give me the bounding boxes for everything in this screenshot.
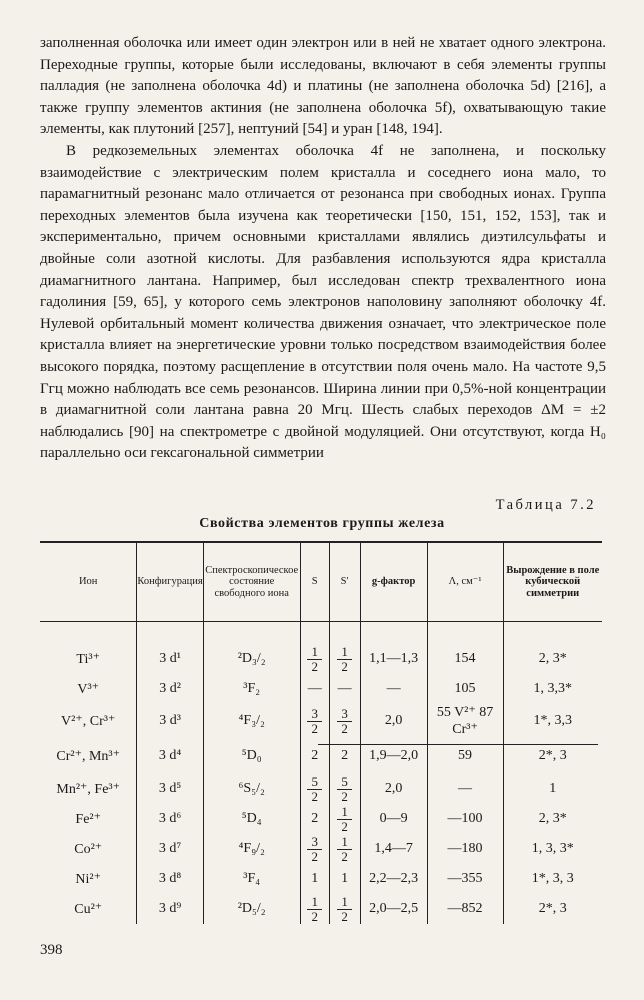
- cell-s: [300, 644, 329, 674]
- cell-g-factor: 2,0—2,5: [360, 894, 427, 924]
- cell-s: [300, 704, 329, 738]
- spacer-cell: [137, 622, 203, 645]
- cell-lambda: 59: [427, 738, 503, 774]
- fraction-numerator: 1: [337, 895, 352, 910]
- cell-degeneracy: 1*, 3, 3: [503, 864, 602, 894]
- fraction-numerator: 1: [307, 895, 322, 910]
- cell-degeneracy: 1, 3, 3*: [503, 834, 602, 864]
- cell-config: 3 d¹: [137, 644, 203, 674]
- cell-ion: V²⁺, Cr³⁺: [40, 704, 137, 738]
- fraction: [337, 895, 352, 924]
- fraction-numerator: 3: [307, 707, 322, 722]
- cell-s: [300, 774, 329, 804]
- spacer-cell: [427, 622, 503, 645]
- fraction-denominator: 2: [341, 788, 348, 804]
- fraction-numerator: 3: [337, 707, 352, 722]
- cell-g-factor: 2,0: [360, 774, 427, 804]
- fraction: [307, 775, 322, 804]
- cell-s-prime: —: [329, 674, 360, 704]
- spacer-cell: [329, 622, 360, 645]
- cell-g-factor: 1,9—2,0: [360, 738, 427, 774]
- header-ion: Ион: [40, 542, 137, 622]
- cell-g-factor: 1,4—7: [360, 834, 427, 864]
- cell-s-prime: 2: [329, 738, 360, 774]
- table-divider: [318, 744, 598, 745]
- cell-config: 3 d³: [137, 704, 203, 738]
- table-row: [40, 834, 602, 864]
- spacer-cell: [300, 622, 329, 645]
- fraction-numerator: 3: [307, 835, 322, 850]
- cell-config: 3 d⁸: [137, 864, 203, 894]
- cell-s-prime: [329, 704, 360, 738]
- cell-config: 3 d⁶: [137, 804, 203, 834]
- spacer-cell: [203, 622, 300, 645]
- table-spacer-row: [40, 622, 602, 645]
- cell-lambda: 105: [427, 674, 503, 704]
- cell-config: 3 d⁵: [137, 774, 203, 804]
- fraction-numerator: 5: [337, 775, 352, 790]
- cell-ion: Co²⁺: [40, 834, 137, 864]
- cell-g-factor: 1,1—1,3: [360, 644, 427, 674]
- fraction-numerator: 1: [337, 835, 352, 850]
- cell-lambda: —355: [427, 864, 503, 894]
- table-row: [40, 674, 602, 704]
- cell-s: [300, 834, 329, 864]
- fraction-denominator: 2: [341, 818, 348, 834]
- cell-s: [300, 894, 329, 924]
- cell-config: 3 d⁷: [137, 834, 203, 864]
- table-row: [40, 774, 602, 804]
- fraction-denominator: 2: [311, 908, 318, 924]
- table-row: [40, 644, 602, 674]
- cell-state: ⁵D₀: [203, 738, 300, 774]
- cell-s: 2: [300, 804, 329, 834]
- cell-s-prime: [329, 834, 360, 864]
- cell-degeneracy: 2*, 3: [503, 738, 602, 774]
- header-config: Конфигурация: [137, 542, 203, 622]
- cell-s: —: [300, 674, 329, 704]
- cell-g-factor: 0—9: [360, 804, 427, 834]
- cell-s-prime: [329, 644, 360, 674]
- cell-g-factor: —: [360, 674, 427, 704]
- cell-lambda: —100: [427, 804, 503, 834]
- fraction-numerator: 1: [337, 645, 352, 660]
- fraction-numerator: 5: [307, 775, 322, 790]
- table-label: Таблица 7.2: [495, 497, 596, 513]
- header-s-prime: S′: [329, 542, 360, 622]
- fraction: [337, 835, 352, 864]
- table-row: [40, 894, 602, 924]
- cell-config: 3 d⁹: [137, 894, 203, 924]
- cell-degeneracy: 1*, 3,3: [503, 704, 602, 738]
- cell-degeneracy: 1: [503, 774, 602, 804]
- cell-lambda: 154: [427, 644, 503, 674]
- spacer-cell: [360, 622, 427, 645]
- fraction-denominator: 2: [341, 658, 348, 674]
- header-g-factor: g-фактор: [360, 542, 427, 622]
- cell-s-prime: [329, 774, 360, 804]
- cell-ion: V³⁺: [40, 674, 137, 704]
- cell-s-prime: [329, 894, 360, 924]
- cell-state: ⁶S₅/₂: [203, 774, 300, 804]
- cell-s: 2: [300, 738, 329, 774]
- header-degeneracy: Вырождение в поле кубической симметрии: [503, 542, 602, 622]
- header-s: S: [300, 542, 329, 622]
- table-header-row: [40, 542, 602, 622]
- cell-degeneracy: 2, 3*: [503, 804, 602, 834]
- cell-degeneracy: 2, 3*: [503, 644, 602, 674]
- fraction: [337, 805, 352, 834]
- cell-lambda: —852: [427, 894, 503, 924]
- table-row: [40, 704, 602, 738]
- table-row: [40, 864, 602, 894]
- cell-config: 3 d²: [137, 674, 203, 704]
- fraction: [337, 707, 352, 736]
- cell-state: ³F₂: [203, 674, 300, 704]
- cell-state: ⁴F₉/₂: [203, 834, 300, 864]
- fraction-denominator: 2: [311, 848, 318, 864]
- paragraph-1: заполненная оболочка или имеет один электрон или в ней не хватает одного электрона. Переходные группы, которые были исследованы, включают в себя элементы группы палладия (не заполнена оболочка 4d) и платины (не заполнена оболочка 5d) [216], а также группу элементов актиния (не заполнена оболочка 5f), охватывающую такие элементы, как плутоний [257], нептуний [54] и уран [148, 194].: [40, 35, 606, 138]
- fraction: [307, 645, 322, 674]
- fraction-numerator: 1: [307, 645, 322, 660]
- fraction-denominator: 2: [311, 658, 318, 674]
- cell-config: 3 d⁴: [137, 738, 203, 774]
- cell-s-prime: 1: [329, 864, 360, 894]
- header-lambda: Λ, см⁻¹: [427, 542, 503, 622]
- cell-degeneracy: 1, 3,3*: [503, 674, 602, 704]
- cell-ion: Cu²⁺: [40, 894, 137, 924]
- table-title: Свойства элементов группы железа: [199, 516, 445, 531]
- cell-state: ²D₅/₂: [203, 894, 300, 924]
- fraction-denominator: 2: [311, 788, 318, 804]
- fraction: [337, 775, 352, 804]
- cell-state: ³F₄: [203, 864, 300, 894]
- body-text: [40, 33, 606, 465]
- properties-table: [40, 541, 602, 924]
- cell-state: ⁵D₄: [203, 804, 300, 834]
- cell-s: 1: [300, 864, 329, 894]
- cell-state: ⁴F₃/₂: [203, 704, 300, 738]
- cell-g-factor: 2,0: [360, 704, 427, 738]
- cell-degeneracy: 2*, 3: [503, 894, 602, 924]
- fraction: [307, 707, 322, 736]
- cell-ion: Ni²⁺: [40, 864, 137, 894]
- cell-state: ²D₃/₂: [203, 644, 300, 674]
- cell-lambda: —: [427, 774, 503, 804]
- table-row: [40, 804, 602, 834]
- cell-ion: Cr²⁺, Mn³⁺: [40, 738, 137, 774]
- table-body: [40, 622, 602, 925]
- page-number: 398: [40, 942, 63, 958]
- fraction: [307, 895, 322, 924]
- fraction: [307, 835, 322, 864]
- fraction: [337, 645, 352, 674]
- cell-s-prime: [329, 804, 360, 834]
- fraction-numerator: 1: [337, 805, 352, 820]
- fraction-denominator: 2: [341, 848, 348, 864]
- fraction-denominator: 2: [341, 720, 348, 736]
- fraction-denominator: 2: [341, 908, 348, 924]
- paragraph-2: В редкоземельных элементах оболочка 4f не заполнена, и поскольку взаимодействие с электрическим полем кристалла и соседнего иона мало, то парамагнитный резонанс мало отличается от резонанса при свободных ионах. Группа переходных элементов была изучена как теоретически [150, 151, 152, 153], так и экспериментально, причем основными кристаллами являлись диэтилсульфаты и двойные соли азотной кислоты. Для разбавления используются ядра кристалла диамагнитного лантана. Например, был исследован спектр трехвалентного иона гадолиния [59, 65], у которого семь электронов наполовину заполняют оболочку 4f. Нулевой орбитальный момент количества движения означает, что электрическое поле кристалла влияет на энергетические уровни только посредством взаимодействия более высокого порядка, поэтому расщепление в отсутствии поля очень мало. На частоте 9,5 Ггц можно наблюдать все семь резонансов. Ширина линии при 0,5%-ной концентрации в диамагнитной соли лантана равна 20 Мгц. Шесть слабых переходов ΔM = ±2 наблюдались [90] на спектрометре с двойной модуляцией. Они отсутствуют, когда H₀ параллельно оси гексагональной симметрии: [40, 142, 606, 462]
- cell-lambda: —180: [427, 834, 503, 864]
- cell-ion: Mn²⁺, Fe³⁺: [40, 774, 137, 804]
- cell-g-factor: 2,2—2,3: [360, 864, 427, 894]
- header-state: Спектроскопическое состояние свободного иона: [203, 542, 300, 622]
- fraction-denominator: 2: [311, 720, 318, 736]
- cell-ion: Fe²⁺: [40, 804, 137, 834]
- cell-ion: Ti³⁺: [40, 644, 137, 674]
- spacer-cell: [503, 622, 602, 645]
- spacer-cell: [40, 622, 137, 645]
- cell-lambda: 55 V²⁺ 87 Cr³⁺: [427, 704, 503, 738]
